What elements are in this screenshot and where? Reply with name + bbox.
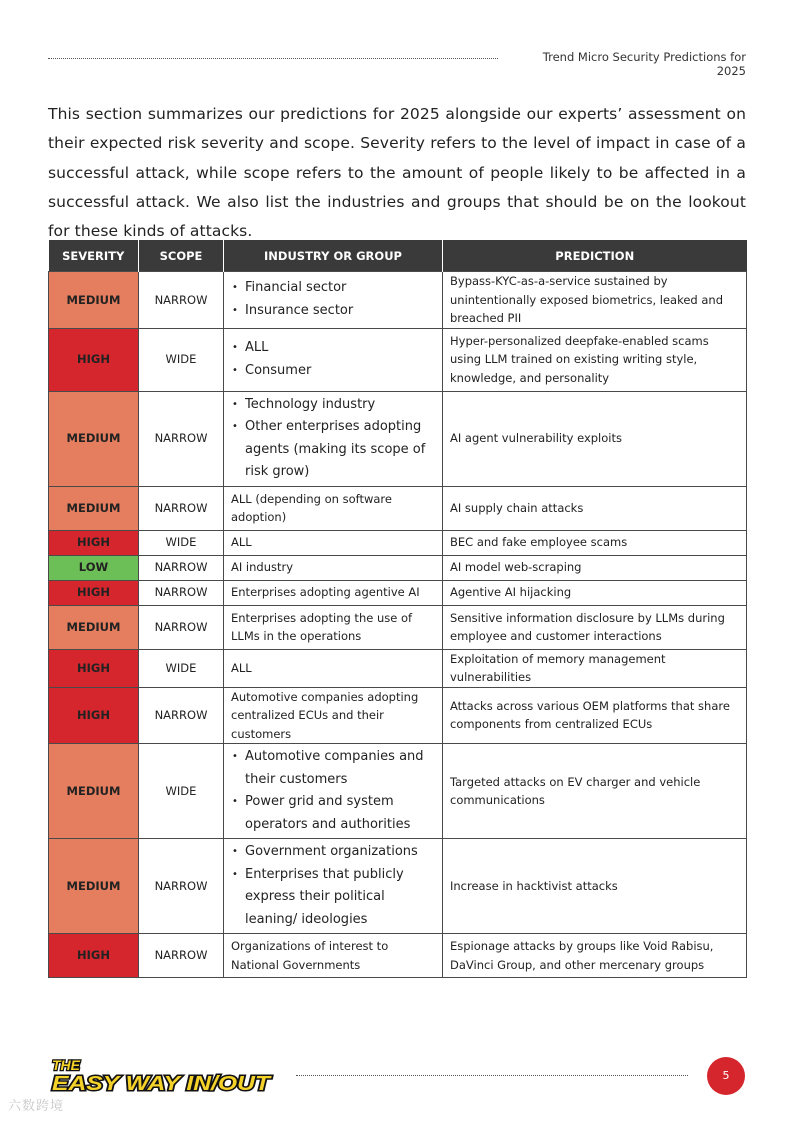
industry-cell: ALL bbox=[224, 649, 443, 687]
industry-cell: Enterprises adopting the use of LLMs in the operations bbox=[224, 605, 443, 649]
list-item: • Power grid and system operators and authorities bbox=[231, 791, 435, 836]
table-header-row bbox=[49, 240, 747, 272]
list-item: • Government organizations bbox=[231, 841, 435, 864]
prediction-cell: Exploitation of memory management vulnerabilities bbox=[443, 649, 747, 687]
header-industry: INDUSTRY OR GROUP bbox=[224, 240, 443, 272]
industry-cell bbox=[224, 328, 443, 391]
logo-text-the: THE bbox=[52, 1057, 80, 1073]
list-item: • Automotive companies and their customers bbox=[231, 746, 435, 791]
scope-cell: NARROW bbox=[139, 934, 224, 978]
industry-cell bbox=[224, 391, 443, 486]
scope-cell: NARROW bbox=[139, 555, 224, 580]
easy-way-logo bbox=[50, 1056, 276, 1096]
footer-dotted-rule bbox=[296, 1075, 688, 1076]
industry-cell bbox=[224, 839, 443, 934]
scope-cell: WIDE bbox=[139, 649, 224, 687]
prediction-cell: Bypass-KYC-as-a-service sustained by unintentionally exposed biometrics, leaked and breached PII bbox=[443, 272, 747, 329]
scope-cell: NARROW bbox=[139, 687, 224, 744]
severity-badge: MEDIUM bbox=[49, 272, 139, 329]
table-row bbox=[49, 605, 747, 649]
industry-cell: Automotive companies adopting centralized ECUs and their customers bbox=[224, 687, 443, 744]
prediction-cell: Increase in hacktivist attacks bbox=[443, 839, 747, 934]
header-scope: SCOPE bbox=[139, 240, 224, 272]
scope-cell: NARROW bbox=[139, 486, 224, 530]
scope-cell: NARROW bbox=[139, 605, 224, 649]
prediction-cell: BEC and fake employee scams bbox=[443, 530, 747, 555]
header-severity: SEVERITY bbox=[49, 240, 139, 272]
header-dotted-rule bbox=[48, 58, 498, 59]
scope-cell: NARROW bbox=[139, 580, 224, 605]
industry-cell: ALL bbox=[224, 530, 443, 555]
header-prediction: PREDICTION bbox=[443, 240, 747, 272]
industry-cell: ALL (depending on software adoption) bbox=[224, 486, 443, 530]
page-number-badge: 5 bbox=[707, 1057, 745, 1095]
list-item: • Technology industry bbox=[231, 394, 435, 417]
header-title: Trend Micro Security Predictions for 2025 bbox=[542, 50, 746, 78]
table-row bbox=[49, 555, 747, 580]
severity-badge: LOW bbox=[49, 555, 139, 580]
scope-cell: NARROW bbox=[139, 272, 224, 329]
severity-badge: HIGH bbox=[49, 649, 139, 687]
industry-cell: Organizations of interest to National Governments bbox=[224, 934, 443, 978]
severity-badge: HIGH bbox=[49, 328, 139, 391]
industry-cell bbox=[224, 272, 443, 329]
prediction-cell: Targeted attacks on EV charger and vehicle communications bbox=[443, 744, 747, 839]
scope-cell: NARROW bbox=[139, 839, 224, 934]
prediction-cell: AI supply chain attacks bbox=[443, 486, 747, 530]
prediction-cell: Sensitive information disclosure by LLMs during employee and customer interactions bbox=[443, 605, 747, 649]
table-row bbox=[49, 580, 747, 605]
scope-cell: WIDE bbox=[139, 530, 224, 555]
industry-cell: AI industry bbox=[224, 555, 443, 580]
prediction-cell: Hyper-personalized deepfake-enabled scams using LLM trained on existing writing style, knowledge, and personality bbox=[443, 328, 747, 391]
prediction-cell: Espionage attacks by groups like Void Rabisu, DaVinci Group, and other mercenary groups bbox=[443, 934, 747, 978]
severity-badge: HIGH bbox=[49, 580, 139, 605]
scope-cell: WIDE bbox=[139, 328, 224, 391]
severity-badge: MEDIUM bbox=[49, 391, 139, 486]
severity-badge: MEDIUM bbox=[49, 486, 139, 530]
prediction-cell: Attacks across various OEM platforms that share components from centralized ECUs bbox=[443, 687, 747, 744]
table-row bbox=[49, 530, 747, 555]
scope-cell: NARROW bbox=[139, 391, 224, 486]
table-row bbox=[49, 839, 747, 934]
severity-badge: MEDIUM bbox=[49, 605, 139, 649]
prediction-cell: AI model web-scraping bbox=[443, 555, 747, 580]
table-row bbox=[49, 328, 747, 391]
table-row bbox=[49, 934, 747, 978]
list-item: • Consumer bbox=[231, 360, 435, 383]
list-item: • ALL bbox=[231, 337, 435, 360]
prediction-cell: Agentive AI hijacking bbox=[443, 580, 747, 605]
list-item: • Financial sector bbox=[231, 277, 435, 300]
scope-cell: WIDE bbox=[139, 744, 224, 839]
severity-badge: MEDIUM bbox=[49, 744, 139, 839]
predictions-table bbox=[48, 240, 747, 978]
intro-paragraph: This section summarizes our predictions for 2025 alongside our experts’ assessment on their expected risk severity and scope. Severity refers to the level of impact in case of a successful attack, while scope refers to the amount of people likely to be affected in a successful attack. We also list the industries and groups that should be on the lookout for these kinds of attacks. bbox=[48, 105, 746, 241]
list-item: • Enterprises that publicly express their political leaning/ ideologies bbox=[231, 864, 435, 932]
table-row bbox=[49, 649, 747, 687]
table-row bbox=[49, 687, 747, 744]
industry-cell: Enterprises adopting agentive AI bbox=[224, 580, 443, 605]
severity-badge: HIGH bbox=[49, 530, 139, 555]
watermark: 六数跨境 bbox=[8, 1099, 65, 1114]
table-row bbox=[49, 391, 747, 486]
logo-text-main: EASY WAY IN/OUT bbox=[52, 1073, 273, 1095]
table-row bbox=[49, 486, 747, 530]
list-item: • Insurance sector bbox=[231, 300, 435, 323]
severity-badge: HIGH bbox=[49, 934, 139, 978]
prediction-cell: AI agent vulnerability exploits bbox=[443, 391, 747, 486]
table-row bbox=[49, 272, 747, 329]
list-item: • Other enterprises adopting agents (making its scope of risk grow) bbox=[231, 416, 435, 484]
industry-cell bbox=[224, 744, 443, 839]
table-row bbox=[49, 744, 747, 839]
severity-badge: HIGH bbox=[49, 687, 139, 744]
severity-badge: MEDIUM bbox=[49, 839, 139, 934]
